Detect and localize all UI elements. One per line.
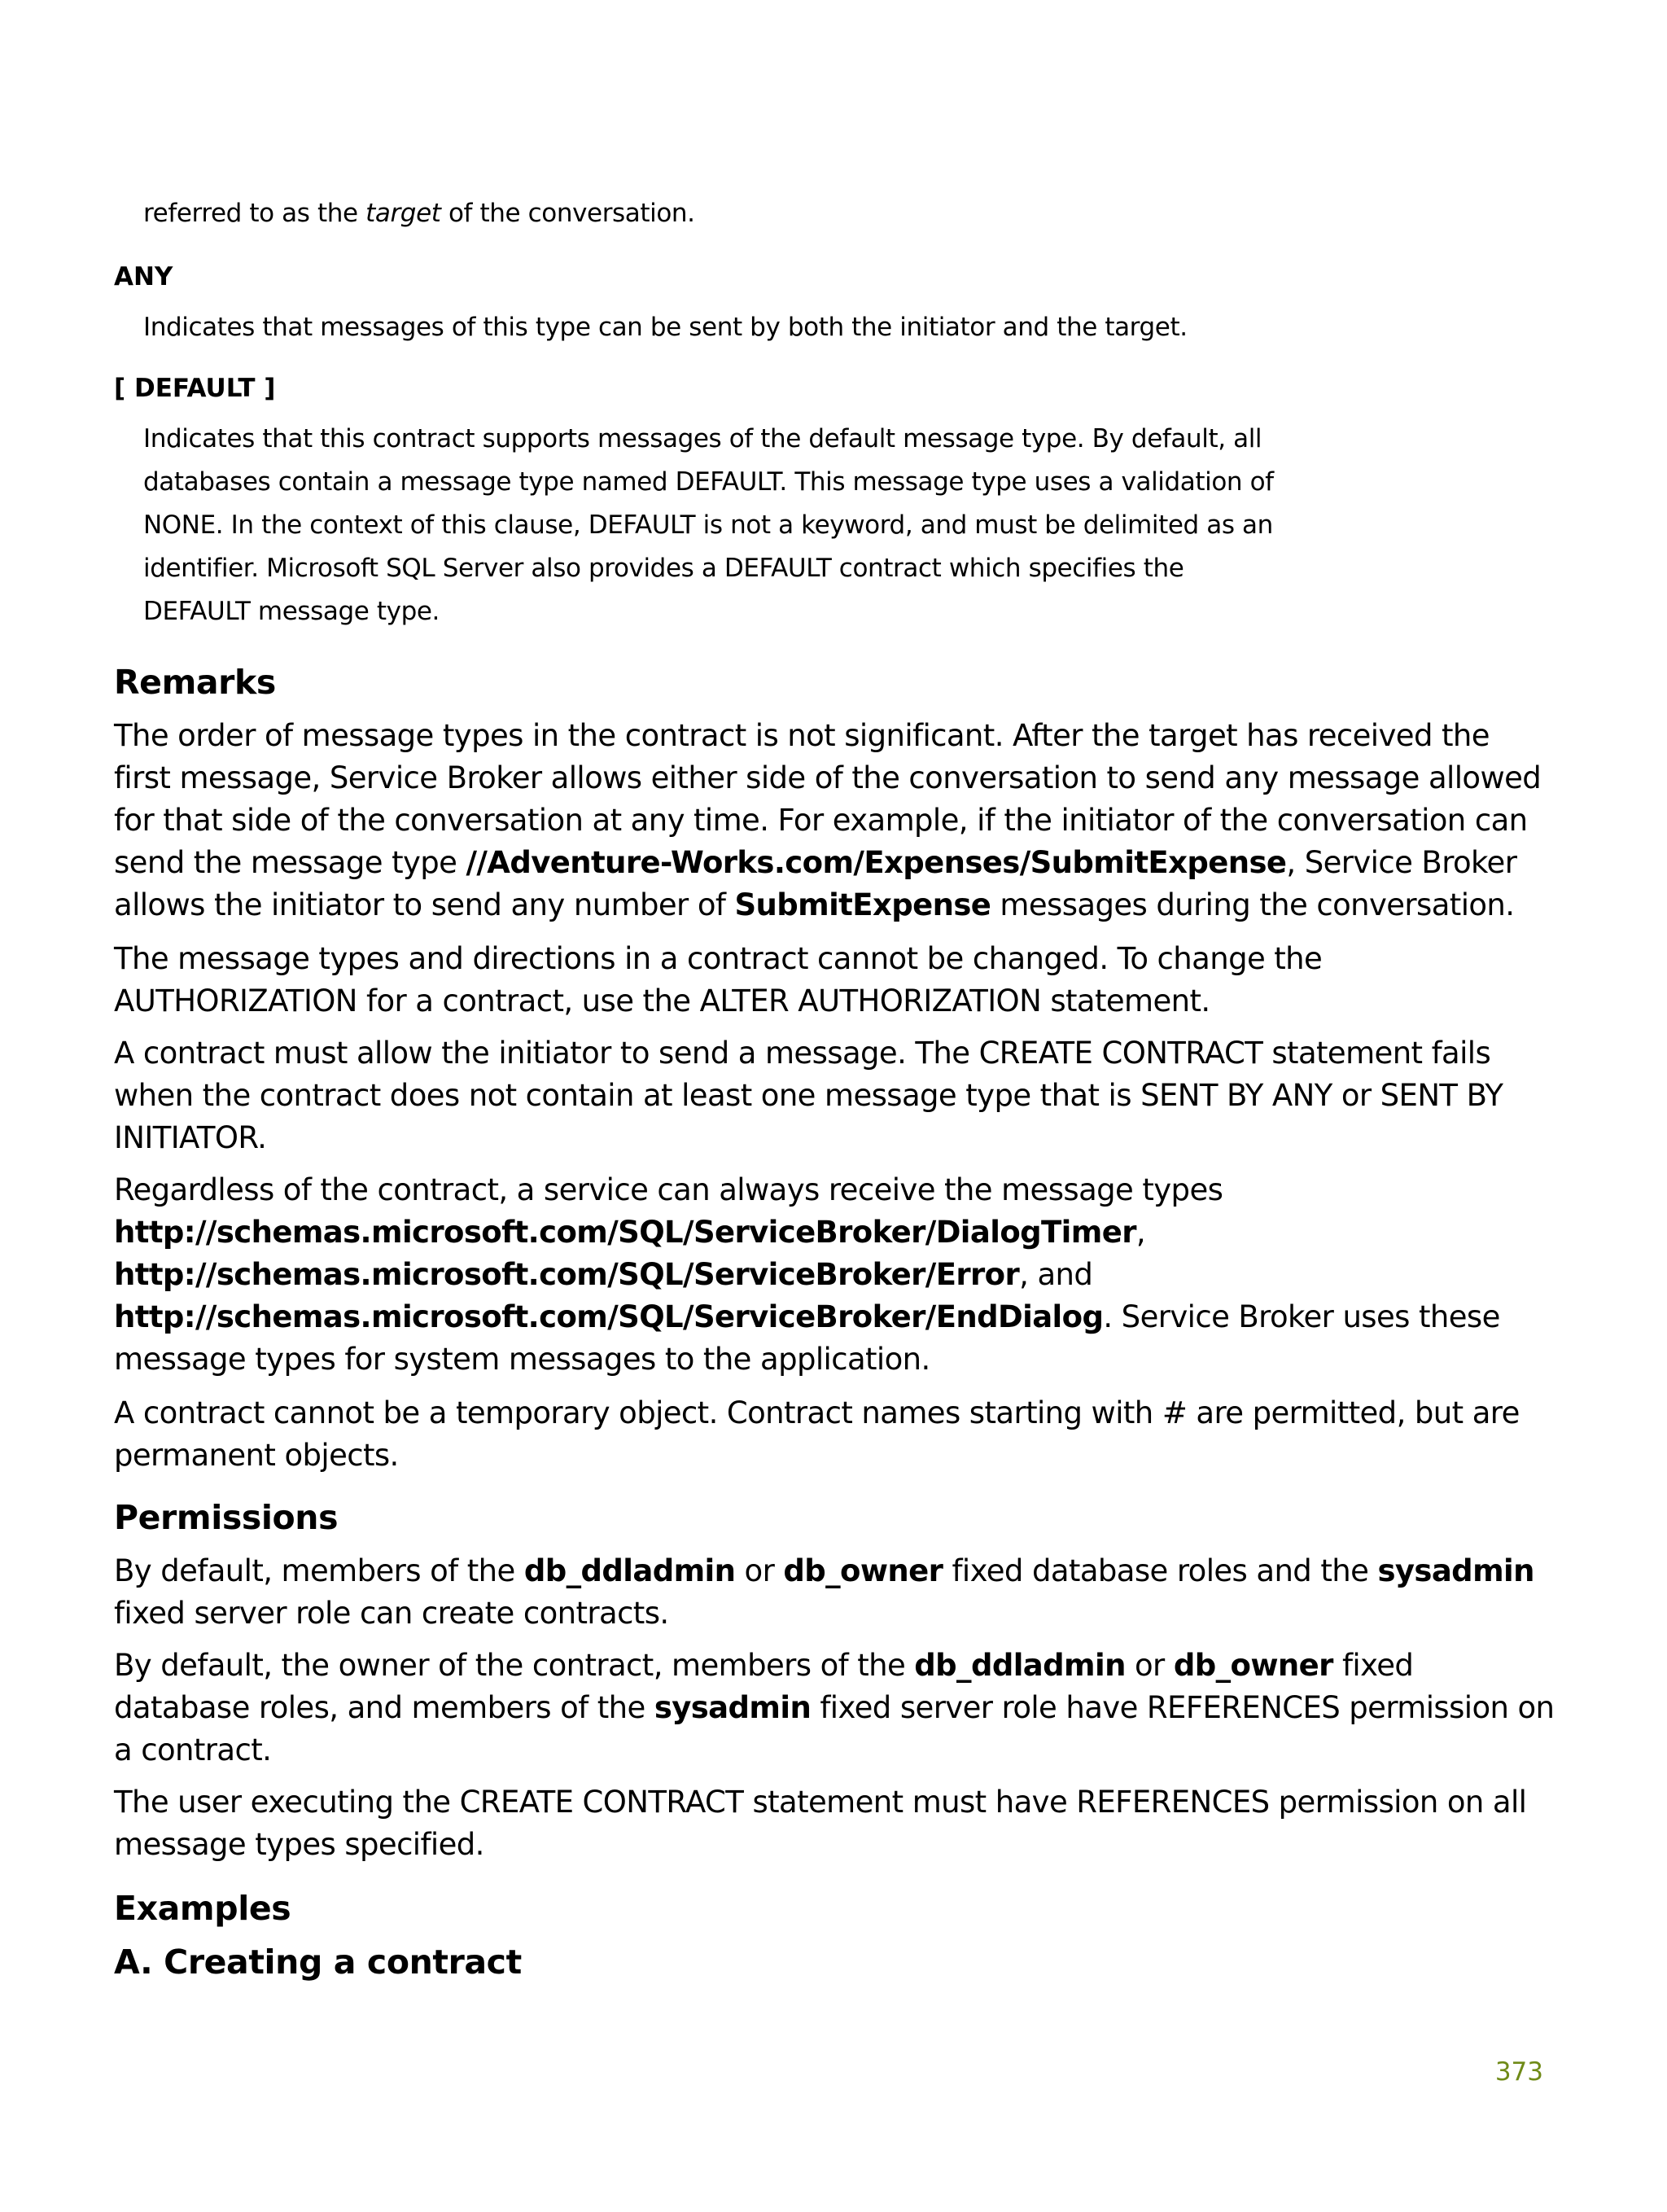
message-name: SubmitExpense [734, 887, 991, 922]
text-run: , Service Broker [1286, 845, 1517, 880]
default-desc-line: Indicates that this contract supports messages of the default message type. By default, all [143, 424, 1262, 453]
text-run: or [735, 1553, 784, 1588]
paragraph-line: The order of message types in the contract is not significant. After the target has received the [114, 718, 1490, 753]
role-name: db_owner [1173, 1648, 1333, 1683]
term-any-description: Indicates that messages of this type can be sent by both the initiator and the target. [143, 313, 1188, 342]
default-desc-line: DEFAULT message type. [143, 597, 440, 626]
default-desc-line: identifier. Microsoft SQL Server also provides a DEFAULT contract which specifies the [143, 554, 1184, 583]
paragraph-line [114, 1296, 1563, 1338]
paragraph-line: a contract. [114, 1732, 272, 1767]
paragraph-line: when the contract does not contain at least one message type that is SENT BY ANY or SENT BY [114, 1078, 1503, 1113]
examples-heading: Examples [114, 1889, 291, 1928]
text-run: fixed server role have REFERENCES permission on [811, 1690, 1555, 1725]
paragraph-line: for that side of the conversation at any time. For example, if the initiator of the conversation can [114, 803, 1528, 838]
text-run: By default, members of the [114, 1553, 524, 1588]
intro-emphasis: target [365, 199, 441, 228]
remarks-paragraph-4 [114, 1169, 1563, 1381]
example-a-heading: A. Creating a contract [114, 1943, 522, 1982]
intro-text-end: of the conversation. [440, 199, 695, 228]
paragraph-line: AUTHORIZATION for a contract, use the ALTER AUTHORIZATION statement. [114, 983, 1210, 1018]
paragraph-line: message types specified. [114, 1827, 484, 1862]
paragraph-line [114, 1211, 1563, 1254]
paragraph-line [114, 842, 1563, 884]
paragraph-line: Regardless of the contract, a service can always receive the message types [114, 1172, 1223, 1207]
paragraph-line: permanent objects. [114, 1438, 399, 1473]
permissions-heading: Permissions [114, 1498, 339, 1537]
text-run: , and [1019, 1257, 1093, 1292]
paragraph-line [114, 1254, 1563, 1296]
role-name: db_owner [783, 1553, 943, 1588]
text-run: allows the initiator to send any number of [114, 887, 735, 922]
text-run: fixed [1332, 1648, 1414, 1683]
term-any: ANY [114, 262, 173, 291]
text-run: messages during the conversation. [991, 887, 1515, 922]
remarks-paragraph-1 [114, 715, 1563, 926]
paragraph-line [114, 1687, 1563, 1729]
remarks-heading: Remarks [114, 663, 276, 702]
paragraph-line [114, 884, 1563, 926]
paragraph-line: A contract must allow the initiator to send a message. The CREATE CONTRACT statement fails [114, 1036, 1491, 1071]
remarks-paragraph-2 [114, 938, 1563, 1023]
intro-line [143, 192, 1568, 235]
intro-text: referred to as the [143, 199, 366, 228]
term-default: [ DEFAULT ] [114, 374, 276, 403]
remarks-paragraph-5 [114, 1392, 1563, 1477]
role-name: sysadmin [1377, 1553, 1534, 1588]
paragraph-line: The user executing the CREATE CONTRACT statement must have REFERENCES permission on all [114, 1785, 1527, 1820]
paragraph-line [114, 1645, 1563, 1687]
default-desc-line: databases contain a message type named DEFAULT. This message type uses a validation of [143, 467, 1274, 497]
page-number: 373 [1494, 2057, 1543, 2087]
text-run: . Service Broker uses these [1103, 1299, 1500, 1334]
term-default-description [143, 418, 1568, 633]
permissions-paragraph-1 [114, 1550, 1563, 1635]
paragraph-line: message types for system messages to the application. [114, 1342, 930, 1377]
text-run: database roles, and members of the [114, 1690, 654, 1725]
schema-uri: http://schemas.microsoft.com/SQL/ServiceBroker/Error [114, 1257, 1020, 1292]
role-name: sysadmin [654, 1690, 812, 1725]
text-run: , [1135, 1215, 1146, 1250]
permissions-paragraph-2 [114, 1645, 1563, 1772]
paragraph-line: The message types and directions in a contract cannot be changed. To change the [114, 941, 1323, 976]
text-run: By default, the owner of the contract, members of the [114, 1648, 915, 1683]
schema-uri: http://schemas.microsoft.com/SQL/ServiceBroker/EndDialog [114, 1299, 1104, 1334]
permissions-paragraph-3 [114, 1781, 1563, 1866]
message-type-name: //Adventure-Works.com/Expenses/SubmitExpense [466, 845, 1287, 880]
paragraph-line: A contract cannot be a temporary object. Contract names starting with # are permitted, but are [114, 1395, 1520, 1430]
paragraph-line: first message, Service Broker allows either side of the conversation to send any message allowed [114, 760, 1542, 795]
text-run: fixed database roles and the [943, 1553, 1378, 1588]
default-desc-line: NONE. In the context of this clause, DEFAULT is not a keyword, and must be delimited as an [143, 510, 1273, 540]
schema-uri: http://schemas.microsoft.com/SQL/ServiceBroker/DialogTimer [114, 1215, 1136, 1250]
text-run: send the message type [114, 845, 466, 880]
paragraph-line [114, 1550, 1563, 1592]
remarks-paragraph-3 [114, 1032, 1563, 1159]
text-run: or [1125, 1648, 1174, 1683]
role-name: db_ddladmin [914, 1648, 1126, 1683]
paragraph-line: INITIATOR. [114, 1120, 267, 1155]
paragraph-line: fixed server role can create contracts. [114, 1596, 669, 1631]
role-name: db_ddladmin [523, 1553, 736, 1588]
